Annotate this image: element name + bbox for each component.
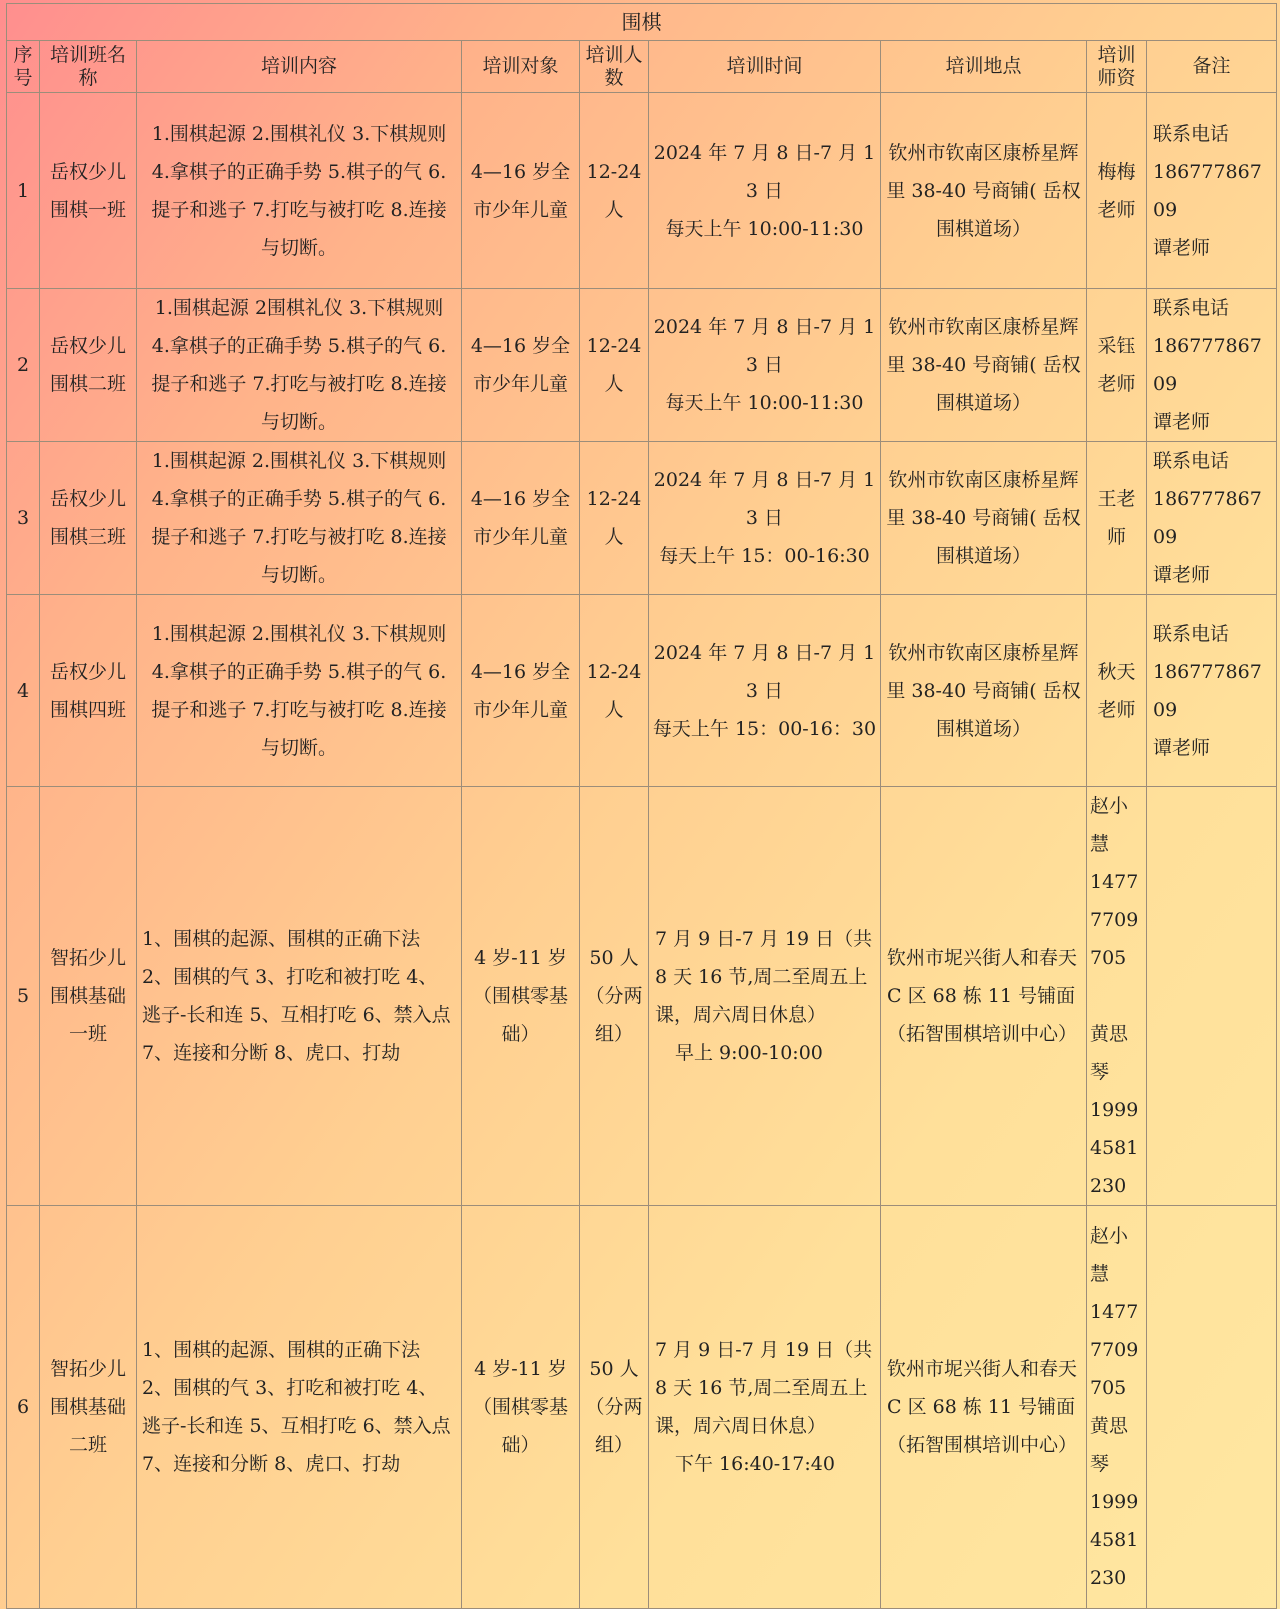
header-target: 培训对象 bbox=[462, 41, 580, 93]
note-label: 联系电话 bbox=[1153, 450, 1230, 472]
row-target: 4—16 岁全市少年儿童 bbox=[462, 442, 580, 595]
row-place: 钦州市坭兴街人和春天 C 区 68 栋 11 号铺面（拓智围棋培训中心） bbox=[881, 787, 1087, 1206]
training-table bbox=[6, 3, 1277, 1609]
row-name: 岳权少儿围棋三班 bbox=[40, 442, 137, 595]
table-row bbox=[7, 595, 1277, 787]
teacher-b-phone: 19994581230 bbox=[1090, 1099, 1139, 1197]
row-index: 1 bbox=[7, 93, 40, 289]
row-content: 1、围棋的起源、围棋的正确下法 2、围棋的气 3、打吃和被打吃 4、逃子-长和连 5、互相打吃 6、禁入点 7、连接和分断 8、虎口、打劫 bbox=[137, 1206, 462, 1609]
row-index: 2 bbox=[7, 289, 40, 442]
row-teacher: 王老师 bbox=[1087, 442, 1147, 595]
row-teacher bbox=[1087, 1206, 1147, 1609]
row-teacher bbox=[1087, 787, 1147, 1206]
teacher-a-phone: 14777709705 bbox=[1090, 871, 1139, 969]
time-range: 2024 年 7 月 8 日-7 月 13 日 bbox=[653, 316, 876, 376]
row-note bbox=[1147, 595, 1277, 787]
time-daily: 每天上午 10:00-11:30 bbox=[665, 217, 864, 240]
header-teacher: 培训师资 bbox=[1087, 41, 1147, 93]
teacher-gap bbox=[1090, 977, 1143, 1015]
row-note bbox=[1147, 442, 1277, 595]
row-count: 12-24 人 bbox=[580, 93, 649, 289]
teacher-b-phone: 19994581230 bbox=[1090, 1491, 1139, 1589]
row-name: 智拓少儿围棋基础一班 bbox=[40, 787, 137, 1206]
teacher-a-name: 赵小慧 bbox=[1090, 795, 1129, 855]
table-row bbox=[7, 93, 1277, 289]
row-index: 3 bbox=[7, 442, 40, 595]
row-name: 智拓少儿围棋基础二班 bbox=[40, 1206, 137, 1609]
time-range: 2024 年 7 月 8 日-7 月 13 日 bbox=[653, 141, 876, 202]
table-row bbox=[7, 289, 1277, 442]
time-range: 7 月 9 日-7 月 19 日（共 8 天 16 节,周二至周五上课，周六周日休息） bbox=[655, 928, 873, 1026]
row-index: 4 bbox=[7, 595, 40, 787]
row-name: 岳权少儿围棋一班 bbox=[40, 93, 137, 289]
row-content: 1.围棋起源 2围棋礼仪 3.下棋规则 4.拿棋子的正确手势 5.棋子的气 6.提子和逃子 7.打吃与被打吃 8.连接与切断。 bbox=[137, 289, 462, 442]
row-time bbox=[649, 93, 881, 289]
header-name: 培训班名称 bbox=[40, 41, 137, 93]
row-target: 4—16 岁全市少年儿童 bbox=[462, 93, 580, 289]
row-content: 1.围棋起源 2.围棋礼仪 3.下棋规则 4.拿棋子的正确手势 5.棋子的气 6.提子和逃子 7.打吃与被打吃 8.连接与切断。 bbox=[137, 595, 462, 787]
note-label: 联系电话 bbox=[1153, 297, 1230, 319]
row-place: 钦州市钦南区康桥星辉里 38-40 号商铺( 岳权围棋道场） bbox=[881, 93, 1087, 289]
note-contact: 谭老师 bbox=[1153, 411, 1211, 433]
row-count: 50 人（分两组） bbox=[580, 787, 649, 1206]
row-name: 岳权少儿围棋二班 bbox=[40, 289, 137, 442]
header-time: 培训时间 bbox=[649, 41, 881, 93]
row-index: 5 bbox=[7, 787, 40, 1206]
row-teacher: 采钰老师 bbox=[1087, 289, 1147, 442]
row-count: 12-24 人 bbox=[580, 595, 649, 787]
row-time bbox=[649, 595, 881, 787]
teacher-a-phone: 14777709705 bbox=[1090, 1301, 1139, 1399]
row-content: 1.围棋起源 2.围棋礼仪 3.下棋规则 4.拿棋子的正确手势 5.棋子的气 6.提子和逃子 7.打吃与被打吃 8.连接与切断。 bbox=[137, 442, 462, 595]
time-daily: 早上 9:00-10:00 bbox=[675, 1042, 823, 1064]
row-note bbox=[1147, 93, 1277, 289]
row-time bbox=[649, 442, 881, 595]
row-place: 钦州市钦南区康桥星辉里 38-40 号商铺( 岳权围棋道场） bbox=[881, 289, 1087, 442]
row-teacher: 梅梅老师 bbox=[1087, 93, 1147, 289]
row-note bbox=[1147, 1206, 1277, 1609]
row-count: 50 人（分两组） bbox=[580, 1206, 649, 1609]
note-label: 联系电话 bbox=[1153, 122, 1230, 145]
table-title: 围棋 bbox=[7, 4, 1277, 41]
note-phone: 18677786709 bbox=[1153, 660, 1262, 721]
header-place: 培训地点 bbox=[881, 41, 1087, 93]
time-daily: 每天上午 10:00-11:30 bbox=[665, 392, 864, 414]
table-row bbox=[7, 787, 1277, 1206]
row-name: 岳权少儿围棋四班 bbox=[40, 595, 137, 787]
header-note: 备注 bbox=[1147, 41, 1277, 93]
note-contact: 谭老师 bbox=[1153, 236, 1211, 259]
teacher-b-name: 黄思琴 bbox=[1090, 1023, 1129, 1083]
row-content: 1.围棋起源 2.围棋礼仪 3.下棋规则 4.拿棋子的正确手势 5.棋子的气 6.提子和逃子 7.打吃与被打吃 8.连接与切断。 bbox=[137, 93, 462, 289]
teacher-a-name: 赵小慧 bbox=[1090, 1225, 1129, 1285]
row-time bbox=[649, 1206, 881, 1609]
row-time bbox=[649, 289, 881, 442]
row-index: 6 bbox=[7, 1206, 40, 1609]
row-note bbox=[1147, 289, 1277, 442]
time-range: 2024 年 7 月 8 日-7 月 13 日 bbox=[653, 641, 876, 702]
note-contact: 谭老师 bbox=[1153, 564, 1211, 586]
row-count: 12-24 人 bbox=[580, 289, 649, 442]
row-place: 钦州市钦南区康桥星辉里 38-40 号商铺( 岳权围棋道场） bbox=[881, 442, 1087, 595]
note-phone: 18677786709 bbox=[1153, 488, 1262, 548]
row-note bbox=[1147, 787, 1277, 1206]
header-content: 培训内容 bbox=[137, 41, 462, 93]
header-index: 序号 bbox=[7, 41, 40, 93]
row-count: 12-24 人 bbox=[580, 442, 649, 595]
teacher-b-name: 黄思琴 bbox=[1090, 1415, 1129, 1475]
time-range: 2024 年 7 月 8 日-7 月 13 日 bbox=[653, 469, 876, 529]
row-place: 钦州市钦南区康桥星辉里 38-40 号商铺( 岳权围棋道场） bbox=[881, 595, 1087, 787]
time-range: 7 月 9 日-7 月 19 日（共 8 天 16 节,周二至周五上课，周六周日休息） bbox=[655, 1339, 873, 1437]
row-target: 4 岁-11 岁（围棋零基础） bbox=[462, 1206, 580, 1609]
row-target: 4 岁-11 岁（围棋零基础） bbox=[462, 787, 580, 1206]
note-label: 联系电话 bbox=[1153, 622, 1230, 645]
header-row bbox=[7, 41, 1277, 93]
time-daily: 每天上午 15：00-16：30 bbox=[652, 717, 877, 740]
row-target: 4—16 岁全市少年儿童 bbox=[462, 289, 580, 442]
header-count: 培训人数 bbox=[580, 41, 649, 93]
time-daily: 下午 16:40-17:40 bbox=[675, 1453, 835, 1475]
row-target: 4—16 岁全市少年儿童 bbox=[462, 595, 580, 787]
row-time bbox=[649, 787, 881, 1206]
row-place: 钦州市坭兴街人和春天 C 区 68 栋 11 号铺面（拓智围棋培训中心） bbox=[881, 1206, 1087, 1609]
row-content: 1、围棋的起源、围棋的正确下法 2、围棋的气 3、打吃和被打吃 4、逃子-长和连 5、互相打吃 6、禁入点 7、连接和分断 8、虎口、打劫 bbox=[137, 787, 462, 1206]
table-row bbox=[7, 1206, 1277, 1609]
note-phone: 18677786709 bbox=[1153, 335, 1262, 395]
note-phone: 18677786709 bbox=[1153, 160, 1262, 221]
row-teacher: 秋天老师 bbox=[1087, 595, 1147, 787]
note-contact: 谭老师 bbox=[1153, 736, 1211, 759]
table-row bbox=[7, 442, 1277, 595]
time-daily: 每天上午 15：00-16:30 bbox=[659, 545, 870, 567]
